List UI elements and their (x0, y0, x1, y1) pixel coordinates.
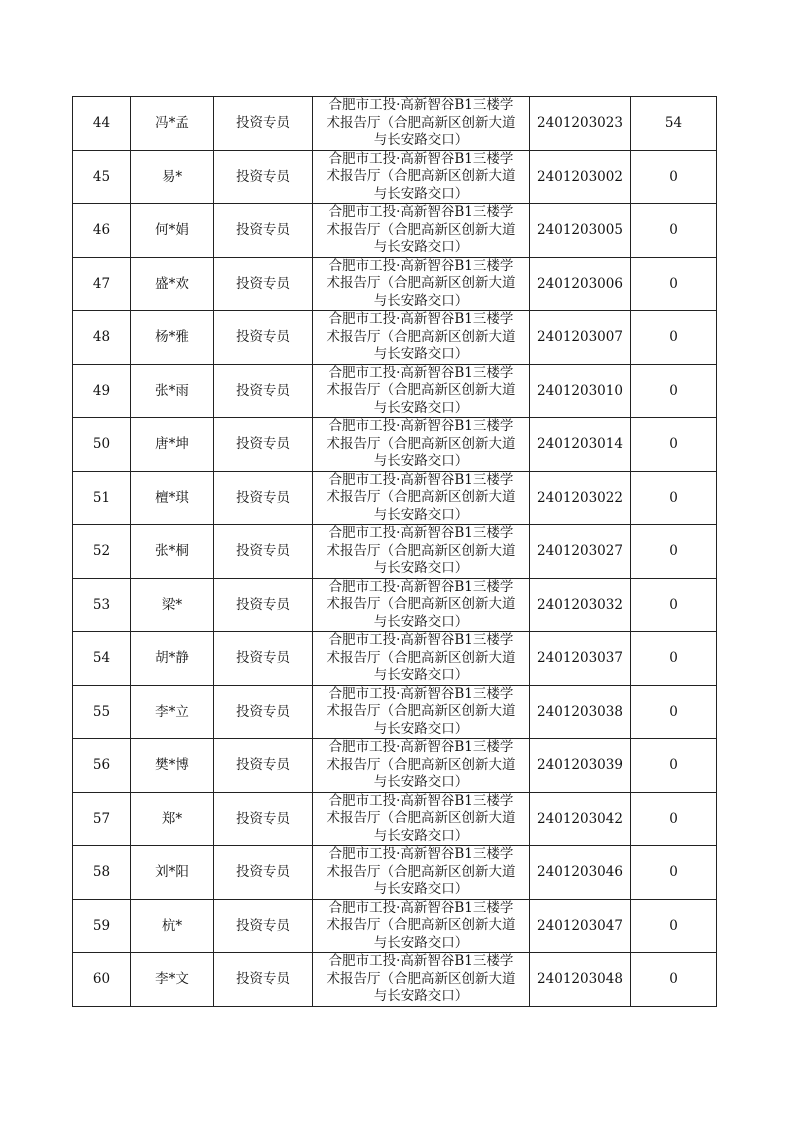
exam-location-line: 合肥市工投·高新智谷B1三楼学 (328, 364, 514, 381)
exam-location-line: 术报告厅（合肥高新区创新大道 (326, 810, 516, 826)
candidate-name-cell: 郑* (131, 792, 214, 846)
row-number-cell: 46 (73, 204, 131, 258)
candidate-name-cell: 张*桐 (131, 525, 214, 579)
ticket-number-cell: 2401203014 (530, 418, 631, 472)
table-row (73, 418, 717, 472)
table-row (73, 739, 717, 793)
exam-location-line: 术报告厅（合肥高新区创新大道 (326, 542, 516, 559)
exam-location-line: 术报告厅（合肥高新区创新大道 (326, 435, 516, 452)
ticket-number-cell: 2401203005 (530, 204, 631, 258)
row-number-cell: 54 (73, 632, 131, 686)
score-cell: 0 (631, 364, 717, 418)
ticket-number-cell: 2401203038 (530, 685, 631, 739)
exam-location-line: 合肥市工投·高新智谷B1三楼学 (328, 525, 514, 541)
exam-location-line: 与长安路交口） (373, 827, 469, 844)
candidate-name-cell: 刘*阳 (131, 846, 214, 900)
exam-location-line: 合肥市工投·高新智谷B1三楼学 (328, 418, 514, 434)
score-cell: 0 (631, 846, 717, 900)
exam-location-line: 与长安路交口） (373, 774, 469, 790)
exam-location-cell (313, 311, 530, 365)
row-number-cell: 59 (73, 899, 131, 953)
exam-location-cell (313, 578, 530, 632)
candidate-name-cell: 李*文 (131, 953, 214, 1007)
exam-location-cell (313, 257, 530, 311)
candidate-name-cell: 唐*坤 (131, 418, 214, 472)
exam-location-cell (313, 846, 530, 900)
exam-location-line: 与长安路交口） (373, 453, 469, 469)
ticket-number-cell: 2401203032 (530, 578, 631, 632)
score-cell: 0 (631, 150, 717, 204)
score-cell: 0 (631, 632, 717, 686)
exam-location-line: 术报告厅（合肥高新区创新大道 (326, 596, 516, 612)
table-row (73, 792, 717, 846)
ticket-number-cell: 2401203006 (530, 257, 631, 311)
exam-location-line: 合肥市工投·高新智谷B1三楼学 (328, 471, 514, 488)
exam-location-line: 术报告厅（合肥高新区创新大道 (326, 328, 516, 345)
ticket-number-cell: 2401203046 (530, 846, 631, 900)
exam-location-line: 术报告厅（合肥高新区创新大道 (326, 703, 516, 719)
table-row (73, 364, 717, 418)
score-cell: 0 (631, 578, 717, 632)
ticket-number-cell: 2401203027 (530, 525, 631, 579)
row-number-cell: 52 (73, 525, 131, 579)
table-row (73, 471, 717, 525)
exam-location-line: 合肥市工投·高新智谷B1三楼学 (328, 899, 514, 916)
position-cell: 投资专员 (214, 311, 313, 365)
table-row (73, 578, 717, 632)
table-row (73, 632, 717, 686)
candidate-name-cell: 盛*欢 (131, 257, 214, 311)
candidate-name-cell: 张*雨 (131, 364, 214, 418)
position-cell: 投资专员 (214, 792, 313, 846)
exam-location-line: 与长安路交口） (373, 988, 469, 1004)
position-cell: 投资专员 (214, 204, 313, 258)
row-number-cell: 58 (73, 846, 131, 900)
exam-location-line: 与长安路交口） (373, 132, 469, 148)
exam-location-line: 术报告厅（合肥高新区创新大道 (326, 756, 516, 773)
table-row (73, 204, 717, 258)
exam-location-line: 与长安路交口） (373, 667, 469, 683)
table-row (73, 953, 717, 1007)
exam-location-line: 合肥市工投·高新智谷B1三楼学 (328, 792, 514, 809)
exam-location-cell (313, 204, 530, 258)
exam-location-line: 合肥市工投·高新智谷B1三楼学 (328, 953, 514, 969)
row-number-cell: 50 (73, 418, 131, 472)
exam-location-line: 合肥市工投·高新智谷B1三楼学 (328, 257, 514, 274)
exam-location-line: 与长安路交口） (373, 934, 469, 951)
row-number-cell: 53 (73, 578, 131, 632)
exam-location-line: 术报告厅（合肥高新区创新大道 (326, 489, 516, 505)
score-cell: 0 (631, 311, 717, 365)
table-row (73, 525, 717, 579)
position-cell: 投资专员 (214, 632, 313, 686)
candidate-name-cell: 胡*静 (131, 632, 214, 686)
exam-location-line: 合肥市工投·高新智谷B1三楼学 (328, 204, 514, 220)
candidate-name-cell: 何*娟 (131, 204, 214, 258)
score-cell: 0 (631, 471, 717, 525)
exam-location-line: 与长安路交口） (373, 292, 469, 309)
exam-location-line: 术报告厅（合肥高新区创新大道 (326, 970, 516, 987)
exam-location-cell (313, 685, 530, 739)
position-cell: 投资专员 (214, 364, 313, 418)
exam-location-cell (313, 525, 530, 579)
row-number-cell: 47 (73, 257, 131, 311)
exam-location-cell (313, 953, 530, 1007)
ticket-number-cell: 2401203048 (530, 953, 631, 1007)
exam-location-cell (313, 97, 530, 151)
ticket-number-cell: 2401203039 (530, 739, 631, 793)
position-cell: 投资专员 (214, 685, 313, 739)
exam-location-line: 与长安路交口） (373, 881, 469, 897)
score-cell: 54 (631, 97, 717, 151)
position-cell: 投资专员 (214, 257, 313, 311)
candidate-name-cell: 冯*孟 (131, 97, 214, 151)
exam-location-line: 合肥市工投·高新智谷B1三楼学 (328, 632, 514, 648)
ticket-number-cell: 2401203047 (530, 899, 631, 953)
table-row (73, 846, 717, 900)
row-number-cell: 60 (73, 953, 131, 1007)
ticket-number-cell: 2401203007 (530, 311, 631, 365)
exam-location-line: 术报告厅（合肥高新区创新大道 (326, 382, 516, 398)
position-cell: 投资专员 (214, 525, 313, 579)
position-cell: 投资专员 (214, 471, 313, 525)
ticket-number-cell: 2401203002 (530, 150, 631, 204)
exam-location-line: 术报告厅（合肥高新区创新大道 (326, 221, 516, 238)
candidate-name-cell: 杭* (131, 899, 214, 953)
exam-location-line: 合肥市工投·高新智谷B1三楼学 (328, 578, 514, 595)
exam-location-line: 与长安路交口） (373, 560, 469, 576)
ticket-number-cell: 2401203042 (530, 792, 631, 846)
table-row (73, 150, 717, 204)
row-number-cell: 57 (73, 792, 131, 846)
exam-location-line: 术报告厅（合肥高新区创新大道 (326, 917, 516, 933)
exam-location-line: 与长安路交口） (373, 506, 469, 523)
position-cell: 投资专员 (214, 97, 313, 151)
exam-location-line: 与长安路交口） (373, 239, 469, 255)
row-number-cell: 44 (73, 97, 131, 151)
exam-location-cell (313, 364, 530, 418)
score-cell: 0 (631, 257, 717, 311)
candidate-name-cell: 杨*雅 (131, 311, 214, 365)
position-cell: 投资专员 (214, 418, 313, 472)
exam-location-cell (313, 418, 530, 472)
row-number-cell: 49 (73, 364, 131, 418)
exam-location-line: 合肥市工投·高新智谷B1三楼学 (328, 150, 514, 167)
exam-location-line: 合肥市工投·高新智谷B1三楼学 (328, 311, 514, 327)
ticket-number-cell: 2401203023 (530, 97, 631, 151)
candidate-name-cell: 易* (131, 150, 214, 204)
exam-location-line: 术报告厅（合肥高新区创新大道 (326, 275, 516, 291)
exam-location-cell (313, 150, 530, 204)
position-cell: 投资专员 (214, 578, 313, 632)
candidate-name-cell: 檀*琪 (131, 471, 214, 525)
score-cell: 0 (631, 792, 717, 846)
ticket-number-cell: 2401203022 (530, 471, 631, 525)
exam-location-line: 合肥市工投·高新智谷B1三楼学 (328, 685, 514, 702)
exam-location-line: 与长安路交口） (373, 613, 469, 630)
row-number-cell: 48 (73, 311, 131, 365)
score-cell: 0 (631, 418, 717, 472)
row-number-cell: 51 (73, 471, 131, 525)
exam-location-line: 术报告厅（合肥高新区创新大道 (326, 168, 516, 184)
exam-roster-table (72, 96, 717, 1007)
position-cell: 投资专员 (214, 953, 313, 1007)
table-row (73, 311, 717, 365)
position-cell: 投资专员 (214, 739, 313, 793)
position-cell: 投资专员 (214, 150, 313, 204)
score-cell: 0 (631, 685, 717, 739)
position-cell: 投资专员 (214, 899, 313, 953)
roster-body (73, 97, 717, 1007)
score-cell: 0 (631, 739, 717, 793)
exam-location-line: 与长安路交口） (373, 720, 469, 737)
row-number-cell: 45 (73, 150, 131, 204)
exam-location-line: 与长安路交口） (373, 185, 469, 202)
row-number-cell: 56 (73, 739, 131, 793)
ticket-number-cell: 2401203010 (530, 364, 631, 418)
exam-location-line: 术报告厅（合肥高新区创新大道 (326, 114, 516, 131)
exam-location-cell (313, 899, 530, 953)
score-cell: 0 (631, 525, 717, 579)
exam-location-line: 合肥市工投·高新智谷B1三楼学 (328, 739, 514, 755)
exam-location-cell (313, 632, 530, 686)
score-cell: 0 (631, 899, 717, 953)
ticket-number-cell: 2401203037 (530, 632, 631, 686)
table-row (73, 257, 717, 311)
score-cell: 0 (631, 204, 717, 258)
exam-location-line: 术报告厅（合肥高新区创新大道 (326, 649, 516, 666)
position-cell: 投资专员 (214, 846, 313, 900)
exam-location-line: 合肥市工投·高新智谷B1三楼学 (328, 846, 514, 862)
exam-location-cell (313, 792, 530, 846)
candidate-name-cell: 樊*博 (131, 739, 214, 793)
table-row (73, 97, 717, 151)
exam-location-line: 与长安路交口） (373, 399, 469, 416)
table-row (73, 899, 717, 953)
exam-location-line: 合肥市工投·高新智谷B1三楼学 (328, 97, 514, 113)
exam-location-line: 与长安路交口） (373, 346, 469, 362)
exam-location-cell (313, 471, 530, 525)
score-cell: 0 (631, 953, 717, 1007)
table-row (73, 685, 717, 739)
exam-location-cell (313, 739, 530, 793)
row-number-cell: 55 (73, 685, 131, 739)
exam-location-line: 术报告厅（合肥高新区创新大道 (326, 863, 516, 880)
candidate-name-cell: 李*立 (131, 685, 214, 739)
candidate-name-cell: 梁* (131, 578, 214, 632)
